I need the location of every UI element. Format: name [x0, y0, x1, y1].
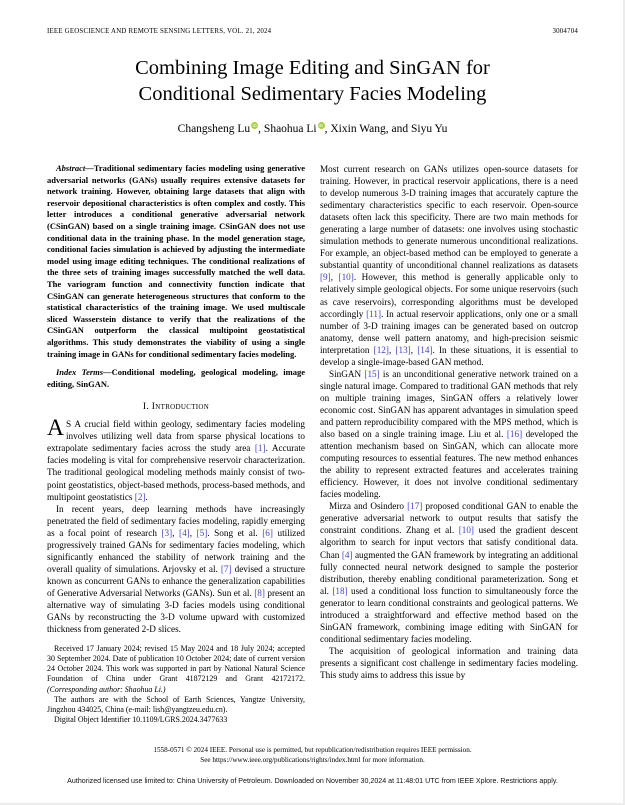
citation-link[interactable]: [2] — [134, 491, 146, 502]
index-terms — [47, 367, 305, 390]
citation-link[interactable]: [10] — [338, 272, 354, 283]
left-column — [47, 163, 305, 725]
author-name: , Shaohua Li — [258, 122, 317, 135]
footnote-doi: Digital Object Identifier 10.1109/LGRS.2024.3477633 — [54, 714, 228, 724]
title-line-1: Combining Image Editing and SinGAN for — [135, 57, 490, 79]
citation-link[interactable]: [14] — [417, 344, 433, 355]
citation-link[interactable]: [10] — [458, 525, 474, 536]
abstract — [47, 163, 305, 360]
index-terms-label: Index Terms— — [56, 367, 112, 378]
author-name: Changsheng Lu — [177, 122, 251, 135]
running-header — [47, 28, 578, 35]
citation-link[interactable]: [4] — [341, 549, 353, 560]
citation-link[interactable]: [16] — [506, 429, 523, 440]
two-column-body — [47, 163, 578, 725]
body-paragraph-conditional-gan: Mirza and Osindero [17] proposed conditional GAN to enable the generative adversarial network to output results that satisfy the constraint conditions. Zhang et al. [10] used the gradient descent algorithm to search for input vectors that satisfy conditional data. Chan [4] augmented the GAN framework by integrating an additional fully connected neural network designed to sample the posterior distribution, thereby enabling conditional parameterization. Song et al. [18] used a conditional loss function to simultaneously force the generator to learn conditional constraints and geological patterns. We introduced a straightforward and effective method based on the SinGAN framework, combining image editing with SinGAN for conditional sedimentary facies modeling. — [320, 501, 578, 644]
citation-link[interactable]: [13] — [395, 344, 411, 355]
body-paragraph-open-source: Most current research on GANs utilizes open-source datasets for training. However, in practical reservoir applications, there is a need to develop numerous 3-D training images that accurately capture the sedimentary characteristics specific to each reservoir. Open-source datasets often lack this specificity. There are two main methods for generating a large number of datasets: one involves using stochastic simulation methods to generate numerous unconditional realizations. For example, an object-based method can be employed to generate a substantial quantity of unconditional channel realizations as datasets [9], [10]. However, this method is generally applicable only to relatively simple geological objects. For some unique reservoirs (such as cave reservoirs), corresponding algorithms must be developed accordingly [11]. In actual reservoir applications, only one or a small number of 3-D training images can be generated based on outcrop anatomy, dense well pattern anatomy, and high-precision seismic interpretation [12], [13], [14]. In these situations, it is essential to develop a single-image-based GAN method. — [320, 164, 579, 367]
abstract-text: Traditional sedimentary facies modeling using generative adversarial networks (GANs) usually requires extensive datasets for network training. However, obtaining large datasets that align with reservoir depositional characteristics is often complex and costly. This letter introduces a conditional generative adversarial network (CSinGAN) based on a single training image. CSinGAN does not use conditional data in the training phase. In the model generation stage, conditional facies simulation is achieved by adjusting the intermediate model using image editing techniques. The conditional realizations of the three sets of training images successfully matched the well data. The variogram function and connectivity function indicate that CSinGAN can generate heterogeneous structures that conform to the statistical characteristics of the training image. We used multiscale sliced Wasserstein distance to verify that the realizations of the CSinGAN outperform the classical multipoint geostatistical algorithms. This study demonstrates the viability of using a single training image in GANs for conditional sedimentary facies modeling. — [47, 163, 305, 359]
intro-paragraph-1 — [47, 415, 305, 502]
citation-link[interactable]: [8] — [254, 587, 265, 598]
citation-link[interactable]: [9] — [320, 272, 331, 283]
citation-link[interactable]: [15] — [364, 368, 380, 379]
section-heading-introduction: I. Introduction — [142, 401, 210, 413]
italic-text: (Corresponding author: Shaohua Li.) — [47, 684, 166, 694]
copyright-line: 1558-0571 © 2024 IEEE. Personal use is permitted, but republication/redistribution requires IEEE permission. — [153, 746, 472, 754]
page-title — [0, 56, 625, 107]
drop-cap: A — [47, 415, 64, 442]
body-paragraph-acquisition: The acquisition of geological information and training data presents a significant cost challenge in sedimentary facies modeling. This study aims to address this issue by — [320, 645, 578, 680]
intro-paragraph-1-text: S A crucial field within geology, sedimentary facies modeling involves utilizing well data from sparse physical locations to extrapolate sedimentary facies across the study area [1]. Accurate facies modeling is vital for comprehensive reservoir characterization. The traditional geological modeling methods mainly consist of two-point geostatistics, object-based methods, process-based methods, and multipoint geostatistics [2]. — [47, 419, 305, 502]
footnote-received: Received 17 January 2024; revised 15 May 2024 and 18 July 2024; accepted 30 September 2024. Date of publication 10 October 2024; date of current version 24 October 2024. This work was supported in part by National Natural Science Foundation of China under Grant 41872129 and Grant 42172172. (Corresponding author: Shaohua Li.) — [47, 644, 305, 694]
citation-link[interactable]: [12] — [373, 344, 389, 355]
copyright-footer — [0, 746, 625, 765]
orcid-icon[interactable]: iD — [319, 123, 324, 128]
author-line — [0, 122, 625, 135]
body-paragraph-singan: SinGAN [15] is an unconditional generative network trained on a single natural image. Compared to traditional GAN methods that rely on multiple training images, SinGAN offers a relatively lower economic cost. SinGAN has apparent advantages in simulation speed and pattern reproducibility compared with the MPS method, which is also based on a single training image. Liu et al. [16] developed the attention mechanism based on SinGAN, which can allocate more computing resources to essential features. The new method enhances the ability to represent extracted features and accelerates training efficiency. However, it does not involve conditional sedimentary facies modeling. — [320, 368, 578, 500]
title-line-2: Conditional Sedimentary Facies Modeling — [138, 82, 487, 105]
intro-paragraph-2: In recent years, deep learning methods have increasingly penetrated the field of sedimentary facies modeling, rapidly emerging as a focal point of research [3], [4], [5]. Song et al. [6] utilized progressively trained GANs for sedimentary facies modeling, which significantly enhanced the stability of network training and the overall quality of simulations. Arjovsky et al. [7] devised a structure known as concurrent GANs to enhance the generalization capabilities of Generative Adversarial Networks (GANs). Sun et al. [8] present an alternative way of simulating 3-D facies models using conditional GANs by reconstructing the 3-D volume upward with customized thickness from generated 2-D slices. — [47, 503, 306, 635]
abstract-label: Abstract— — [56, 163, 94, 173]
author-name: , Xixin Wang, and Siyu Yu — [324, 122, 448, 135]
orcid-icon[interactable]: iD — [252, 123, 257, 128]
first-page-footnote — [47, 644, 305, 725]
citation-link[interactable]: [17] — [407, 501, 423, 512]
footnote-affiliation: The authors are with the School of Earth Sciences, Yangtze University, Jingzhou 434025, China (e-mail: lish@yangtzeu.edu.cn). — [47, 694, 305, 714]
journal-name: IEEE GEOSCIENCE AND REMOTE SENSING LETTERS, VOL. 21, 2024 — [47, 28, 272, 35]
citation-link[interactable]: [4] — [179, 527, 190, 538]
rights-url-line: See https://www.ieee.org/publications/rights/index.html for more information. — [200, 755, 425, 764]
citation-link[interactable]: [6] — [262, 527, 273, 538]
xplore-watermark: Authorized licensed use limited to: China University of Petroleum. Downloaded on November 30,2024 at 11:48:01 UTC from IEEE Xplore. Restrictions apply. — [67, 777, 558, 785]
right-column — [320, 163, 578, 725]
article-number: 3004704 — [552, 28, 578, 35]
citation-link[interactable]: [5] — [196, 527, 208, 538]
citation-link[interactable]: [7] — [220, 563, 232, 574]
citation-link[interactable]: [18] — [332, 585, 348, 596]
citation-link[interactable]: [1] — [254, 443, 266, 454]
citation-link[interactable]: [3] — [161, 527, 173, 538]
citation-link[interactable]: [11] — [366, 308, 382, 319]
index-terms-text: Conditional modeling, geological modeling, image editing, SinGAN. — [47, 367, 305, 389]
